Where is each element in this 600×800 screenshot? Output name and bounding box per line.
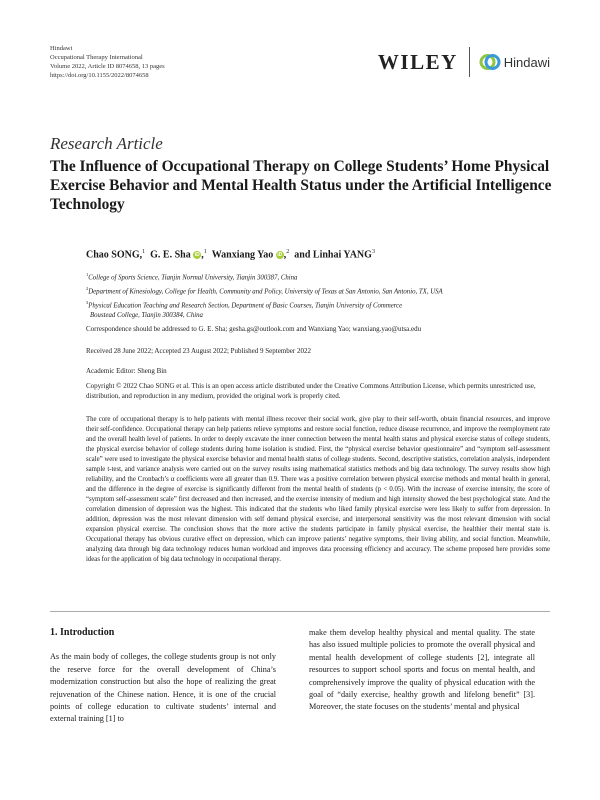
journal-meta (50, 44, 165, 80)
publisher-name: Hindawi (50, 45, 73, 52)
copyright-notice: Copyright © 2022 Chao SONG et al. This is an open access article distributed under the Creative Commons Attribution License, which permits unrestricted use, distribution, and reproduction in any medium, provided the original work is properly cited. (86, 382, 536, 400)
section-heading: 1. Introduction (50, 627, 115, 638)
abstract-text: The core of occupational therapy is to help patients with mental illness recover their social work, give play to their self-worth, obtain financial resources, and improve their self-confidence. Occupational therapy can help patients relieve symptoms and restore social function, reduce disease recurrence, and improve the reemployment rate and the overall health level of patients. In order to deeply excavate the inner connection between the mental health status and physical exercise status of college students, the physical exercise behavior of college students during home isolation is studied. First, the “physical exercise behavior questionnaire” and “symptom self-assessment scale” were used to investigate the physical exercise behavior and mental health status of college students. Second, descriptive statistics, correlation analysis, independent sample t-test, and variance analysis were carried out on the survey results using mathematical statistics methods and big data technology. The survey results show high reliability, and the Cronbach’s α coefficients were all greater than 0.9. There was a positive correlation between physical exercise methods and mental health in general, and the difference in the degree of exercise is significantly different from the mental health of students (p < 0.05). With the increase of exercise intensity, the score of “symptom self-assessment scale” first decreased and then increased, and the exercise intensity of medium and high intensity showed the best psychological state. And the correlation dimension of depression was the highest. This indicated that the students who liked family physical exercise were less likely to suffer from depression. In addition, depression was the most relevant dimension with self demand physical exercise, and interpersonal sensitivity was the most relevant dimension with social expansion physical exercise. The conclusion shows that the more active the students participate in family physical exercise, the healthier their mental state is. Occupational therapy has obvious curative effect on depression, which can improve patients’ negative symptoms, their living ability, and social function. Meanwhile, analyzing data through big data technology reduces human workload and improves data processing efficiency and accuracy. The scheme proposed here provides some ideas for the application of big data technology in occupational therapy. (86, 416, 550, 563)
affiliation-item: $^2$Department of Kinesiology, College for Health, Community and Policy, University of Texas at San Antonio, San Antonio, TX, USA (86, 285, 443, 296)
orcid-icon[interactable]: iD (194, 252, 200, 259)
author-affil-sup: 1 (142, 249, 146, 255)
logo-divider (469, 47, 470, 77)
author-affil-sup: 3 (371, 249, 375, 255)
author-name: Chao SONG, (86, 249, 143, 261)
orcid-icon[interactable]: iD (277, 252, 283, 259)
author-name: and Linhai YANG (294, 249, 372, 261)
affiliation-item: $^1$College of Sports Science, Tianjin Normal University, Tianjin 300387, China (86, 272, 298, 282)
body-paragraph: As the main body of colleges, the college students group is not only the reserve force for the overall development of China’s modernization construction but also the hope of realizing the great rejuvenation of the Chinese nation. Hence, it is one of the crucial points of college education to cultivate students’ internal and external training [1] to (50, 652, 276, 724)
dates-line: Received 28 June 2022; Accepted 23 August 2022; Published 9 September 2022 (86, 347, 311, 355)
body-column-left (50, 627, 276, 726)
body-paragraph: make them develop healthy physical and mental quality. The state has also issued multiple policies to promote the overall physical and mental health development of college students [2], integrate all resources to support school sports and focus on mental health, and comprehensively improve the quality of physical education with the goal of “daily exercise, healthy growth and lifelong benefit” [3]. Moreover, the state focuses on the students’ mental and physical (309, 628, 535, 712)
section-divider (50, 611, 550, 612)
affiliation-item: Boustead College, Tianjin 300384, China (90, 312, 203, 320)
body-column-right (309, 627, 535, 714)
academic-editor: Academic Editor: Sheng Bin (86, 367, 167, 375)
article-type: Research Article (50, 134, 163, 153)
article-title: The Influence of Occupational Therapy on College Students’ Home Physical Exercise Behavior and Mental Health Status under the Artificial Intelligence Technology (50, 158, 552, 213)
affiliations (86, 270, 443, 322)
doi-link[interactable]: https://doi.org/10.1155/2022/8074658 (50, 72, 149, 79)
author-affil-sup: 2 (286, 249, 290, 255)
hindawi-mark-icon (479, 51, 501, 73)
correspondence-line: Correspondence should be addressed to G. E. Sha; gesha.gs@outlook.com and Wanxiang Yao; wanxiang.yao@utsa.edu (86, 325, 422, 333)
wiley-logo: WILEY (377, 49, 458, 74)
author-name: G. E. Sha (150, 249, 191, 261)
affiliation-item: $^3$Physical Education Teaching and Research Section, Department of Basic Courses, Tianjin University of Commerce (86, 299, 403, 309)
hindawi-wordmark: Hindawi (503, 54, 550, 70)
author-affil-sup: 1 (203, 249, 207, 255)
author-name: Wanxiang Yao (211, 249, 274, 261)
journal-name: Occupational Therapy International (50, 54, 143, 61)
author-list: Chao SONG,$^1$ G. E. Sha iD ,$^1$ Wanxiang Yao iD ,$^2$ and Linhai YANG$^3$ (86, 249, 375, 261)
hindawi-logo (479, 51, 550, 73)
publisher-logos (378, 46, 550, 78)
volume-info: Volume 2022, Article ID 8074658, 13 pages (50, 63, 165, 70)
